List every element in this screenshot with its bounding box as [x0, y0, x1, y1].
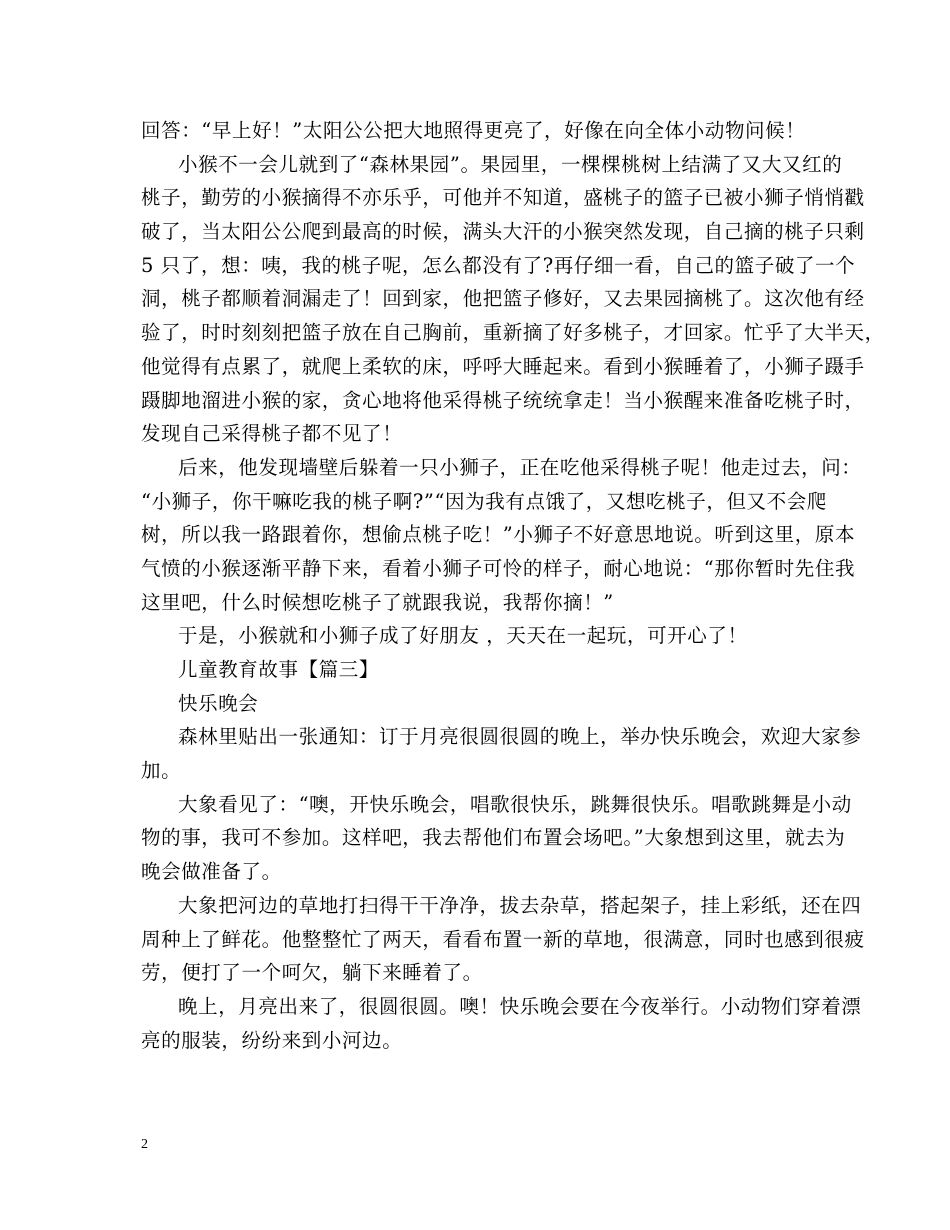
text-line: 验了，时时刻刻把篮子放在自己胸前，重新摘了好多桃子，才回家。忙乎了大半天，	[141, 321, 885, 345]
text-line: 气愤的小猴逐渐平静下来，看着小狮子可怜的样子，耐心地说：“那你暂时先住我	[141, 556, 856, 580]
text-line: “小狮子，你干嘛吃我的桃子啊?”“因为我有点饿了，又想吃桃子，但又不会爬	[141, 489, 827, 513]
text-line: 他觉得有点累了，就爬上柔软的床，呼呼大睡起来。看到小猴睡着了，小狮子蹑手	[141, 354, 865, 378]
document-body	[141, 114, 885, 1057]
text-line: 回答：“早上好！”太阳公公把大地照得更亮了，好像在向全体小动物问候！	[141, 119, 806, 142]
text-line: 物的事，我可不参加。这样吧，我去帮他们布置会场吧。”大象想到这里，就去为	[141, 826, 846, 850]
text-line: 洞，桃子都顺着洞漏走了！回到家，他把篮子修好，又去果园摘桃了。这次他有经	[141, 287, 865, 311]
text-line: 小猴不一会儿就到了“森林果园”。果园里，一棵棵桃树上结满了又大又红的	[178, 152, 843, 176]
text-line: 森林里贴出一张通知：订于月亮很圆很圆的晚上，举办快乐晚会，欢迎大家参	[178, 725, 862, 749]
text-line: 晚上，月亮出来了，很圆很圆。噢！快乐晚会要在今夜举行。小动物们穿着漂	[178, 994, 862, 1018]
text-line: 加。	[141, 759, 182, 783]
page-number: 2	[141, 1137, 148, 1152]
text-line: 大象把河边的草地打扫得干干净净，拔去杂草，搭起架子，挂上彩纸，还在四	[178, 893, 862, 917]
text-line: 于是，小猴就和小狮子成了好朋友 ，天天在一起玩，可开心了！	[178, 624, 748, 648]
story-title: 快乐晚会	[178, 691, 259, 715]
text-line: 大象看见了：“噢，开快乐晚会，唱歌很快乐，跳舞很快乐。唱歌跳舞是小动	[178, 792, 852, 816]
text-line: 破了，当太阳公公爬到最高的时候，满头大汗的小猴突然发现，自己摘的桃子只剩	[141, 220, 865, 244]
text-line: 发现自己采得桃子都不见了！	[141, 422, 403, 446]
text-line: 桃子，勤劳的小猴摘得不亦乐乎，可他并不知道，盛桃子的篮子已被小狮子悄悄戳	[141, 186, 865, 210]
text-line: 劳，便打了一个呵欠，躺下来睡着了。	[141, 961, 483, 985]
text-line: 周种上了鲜花。他整整忙了两天，看看布置一新的草地，很满意，同时也感到很疲	[141, 927, 865, 951]
text-line: 晚会做准备了。	[141, 860, 282, 884]
text-line: 5 只了，想：咦，我的桃子呢，怎么都没有了?再仔细一看，自己的篮子破了一个	[141, 253, 856, 277]
text-line: 蹑脚地溜进小猴的家，贪心地将他采得桃子统统拿走！当小猴醒来准备吃桃子时，	[141, 388, 865, 412]
section-heading: 儿童教育故事【篇三】	[178, 658, 380, 681]
text-line: 后来，他发现墙壁后躲着一只小狮子，正在吃他采得桃子呢！他走过去，问：	[178, 455, 862, 479]
text-line: 这里吧，什么时候想吃桃子了就跟我说，我帮你摘！”	[141, 590, 614, 614]
text-line: 树，所以我一路跟着你，想偷点桃子吃！”小狮子不好意思地说。听到这里，原本	[141, 523, 856, 547]
text-line: 亮的服装，纷纷来到小河边。	[141, 1028, 403, 1052]
